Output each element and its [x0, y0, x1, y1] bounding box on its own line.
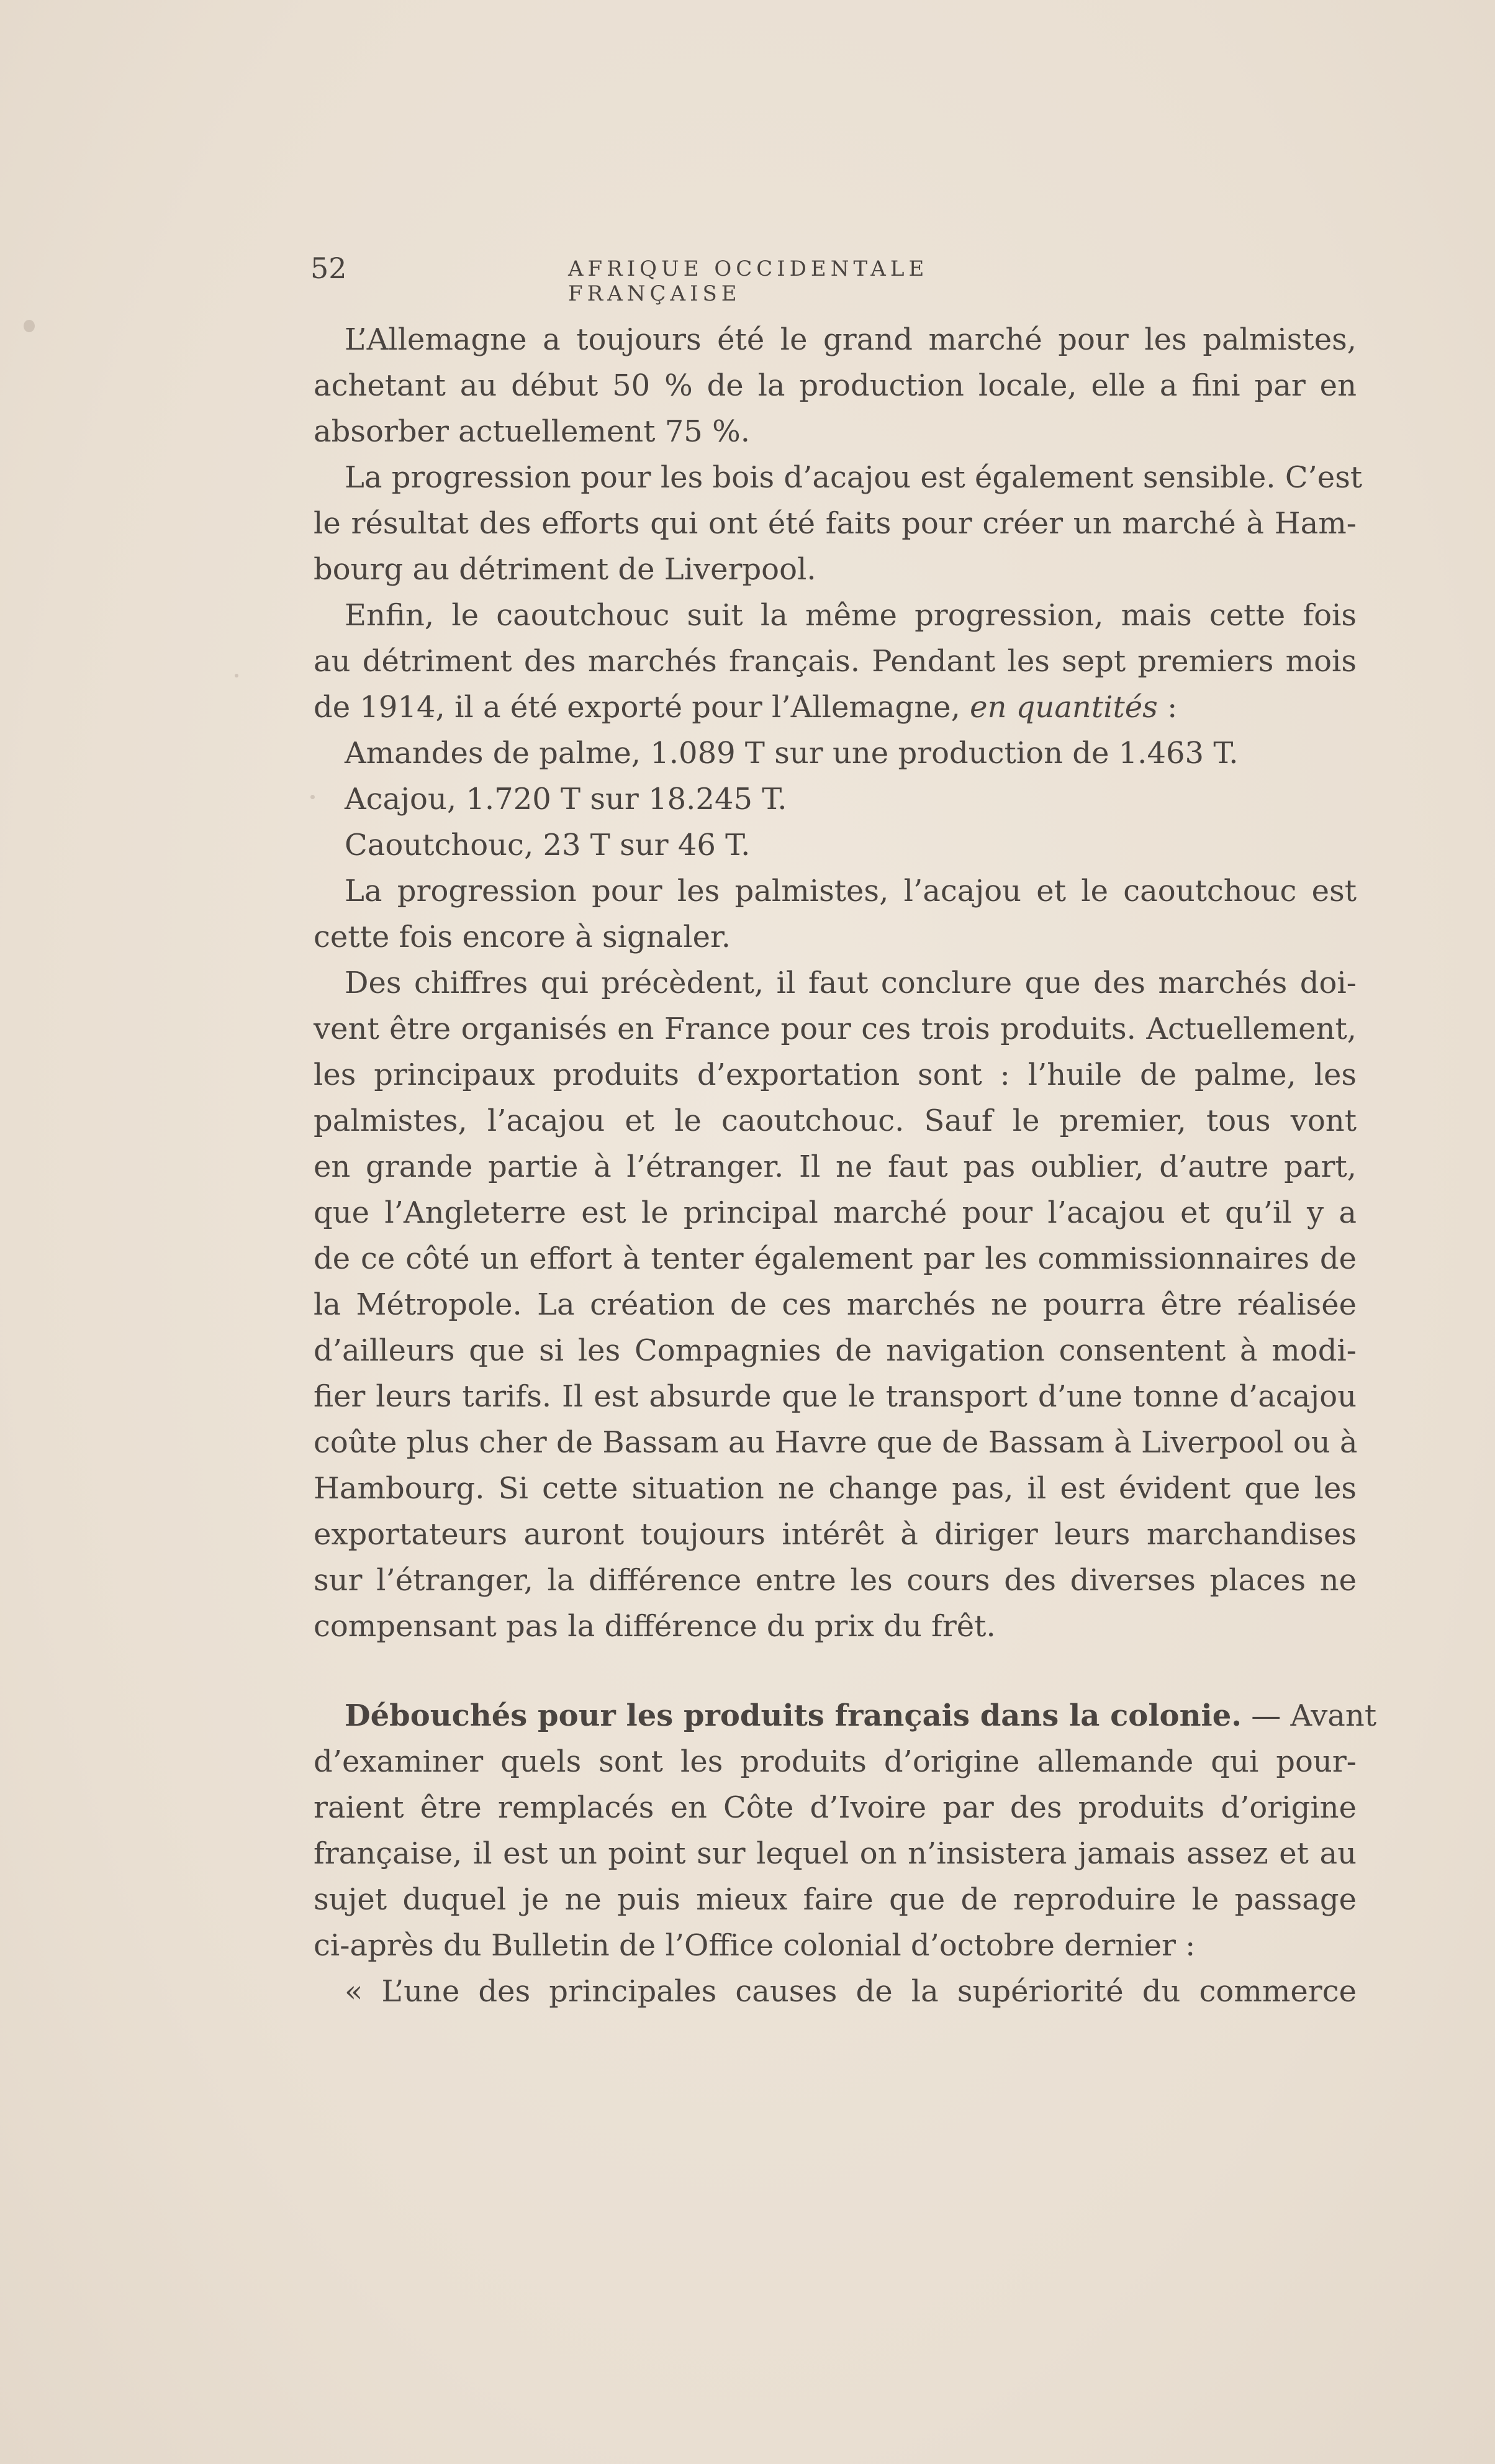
text-line: « L’une des principales causes de la supériorité du commerce: [345, 1974, 1357, 2009]
list-item-acajou: Acajou, 1.720 T sur 18.245 T.: [345, 782, 787, 817]
text-line: [314, 684, 1357, 730]
text-line: coûte plus cher de Bassam au Havre que de Bassam à Liverpool ou à: [314, 1425, 1358, 1460]
paper-spot: [24, 320, 35, 332]
text-line: compensant pas la différence du prix du frêt.: [314, 1609, 996, 1644]
text-line: d’examiner quels sont les produits d’origine allemande qui pour-: [314, 1744, 1357, 1779]
text-line: Hambourg. Si cette situation ne change pas, il est évident que les: [314, 1471, 1357, 1506]
text-line: en grande partie à l’étranger. Il ne faut pas oublier, d’autre part,: [314, 1149, 1357, 1184]
text-line: cette fois encore à signaler.: [314, 920, 731, 954]
section-heading: Débouchés pour les produits français dans la colonie.: [345, 1698, 1242, 1733]
text-line: fier leurs tarifs. Il est absurde que le transport d’une tonne d’acajou: [314, 1379, 1357, 1414]
text-line: la Métropole. La création de ces marchés ne pourra être réalisée: [314, 1287, 1357, 1322]
running-title: AFRIQUE OCCIDENTALE FRANÇAISE: [568, 256, 929, 306]
text-line: absorber actuellement 75 %.: [314, 414, 750, 449]
body-text: [314, 317, 1377, 2009]
text-line: sujet duquel je ne puis mieux faire que de reproduire le passage: [314, 1882, 1357, 1917]
text-line: raient être remplacés en Côte d’Ivoire par des produits d’origine: [314, 1790, 1357, 1825]
list-item-caoutchouc: Caoutchouc, 23 T sur 46 T.: [345, 828, 751, 863]
list-item-amandes: Amandes de palme, 1.089 T sur une production de 1.463 T.: [345, 736, 1239, 771]
paper-spot: [235, 674, 238, 677]
text-line: L’Allemagne a toujours été le grand marché pour les palmistes,: [345, 322, 1357, 357]
emphasis-quantites: en quantités: [970, 690, 1158, 725]
text-line: au détriment des marchés français. Pendant les sept premiers mois: [314, 644, 1357, 679]
text-line: d’ailleurs que si les Compagnies de navigation consentent à modi-: [314, 1333, 1357, 1368]
text-line: La progression pour les bois d’acajou est également sensible. C’est: [345, 460, 1363, 495]
text-line: La progression pour les palmistes, l’acajou et le caoutchouc est: [345, 874, 1357, 908]
text-line: bourg au détriment de Liverpool.: [314, 552, 816, 587]
running-head: [310, 251, 1093, 306]
text-line-start: de 1914, il a été exporté pour l’Allemagne,: [314, 690, 960, 725]
text-line: Enfin, le caoutchouc suit la même progression, mais cette fois: [345, 598, 1357, 633]
text-line: française, il est un point sur lequel on n’insistera jamais assez et au: [314, 1836, 1357, 1871]
text-line: le résultat des efforts qui ont été faits pour créer un marché à Ham-: [314, 506, 1357, 541]
text-line: exportateurs auront toujours intérêt à diriger leurs marchandises: [314, 1517, 1357, 1552]
section-line-start: — Avant: [1241, 1698, 1377, 1733]
text-line: les principaux produits d’exportation sont : l’huile de palme, les: [314, 1058, 1357, 1092]
page-number: 52: [310, 251, 347, 285]
text-line: achetant au début 50 % de la production locale, elle a fini par en: [314, 368, 1357, 403]
text-line: palmistes, l’acajou et le caoutchouc. Sauf le premier, tous vont: [314, 1103, 1357, 1138]
text-line: de ce côté un effort à tenter également par les commissionnaires de: [314, 1241, 1357, 1276]
text-line: ci-après du Bulletin de l’Office colonial d’octobre dernier :: [314, 1928, 1196, 1963]
text-line: que l’Angleterre est le principal marché pour l’acajou et qu’il y a: [314, 1195, 1357, 1230]
section-first-line: [314, 1693, 1377, 1739]
text-line: vent être organisés en France pour ces trois produits. Actuellement,: [314, 1012, 1357, 1046]
text-line: Des chiffres qui précèdent, il faut conclure que des marchés doi-: [345, 966, 1357, 1000]
text-line: sur l’étranger, la différence entre les cours des diverses places ne: [314, 1563, 1357, 1598]
text-line-end: :: [1157, 690, 1178, 725]
paper-spot: [310, 795, 315, 799]
